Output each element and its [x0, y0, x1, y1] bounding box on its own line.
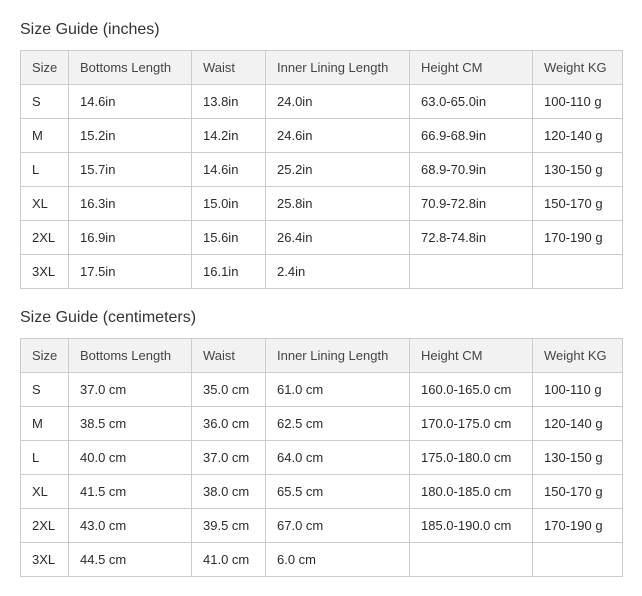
column-header: Weight KG — [533, 51, 623, 85]
table-cell: 6.0 cm — [266, 543, 410, 577]
table-cell: 43.0 cm — [69, 509, 192, 543]
table-cell: 17.5in — [69, 255, 192, 289]
table-cell: 120-140 g — [533, 119, 623, 153]
table-cell: 185.0-190.0 cm — [410, 509, 533, 543]
table-cell: 25.8in — [266, 187, 410, 221]
table-cell: 66.9-68.9in — [410, 119, 533, 153]
size-table-inches — [20, 50, 623, 289]
table-cell: 65.5 cm — [266, 475, 410, 509]
table-cell: 72.8-74.8in — [410, 221, 533, 255]
table-cell: 15.2in — [69, 119, 192, 153]
table-cell: 37.0 cm — [192, 441, 266, 475]
column-header: Weight KG — [533, 339, 623, 373]
table-cell: 41.0 cm — [192, 543, 266, 577]
table-cell: 16.9in — [69, 221, 192, 255]
table-cell: 24.0in — [266, 85, 410, 119]
table-cell: 100-110 g — [533, 85, 623, 119]
table-cell: 170-190 g — [533, 221, 623, 255]
table-cell: 63.0-65.0in — [410, 85, 533, 119]
table-cell — [410, 543, 533, 577]
size-cell: 3XL — [21, 543, 69, 577]
table-cell: 120-140 g — [533, 407, 623, 441]
column-header: Bottoms Length — [69, 51, 192, 85]
table-cell: 26.4in — [266, 221, 410, 255]
table-cell: 62.5 cm — [266, 407, 410, 441]
table-row — [21, 85, 623, 119]
size-cell: 3XL — [21, 255, 69, 289]
table-body — [21, 85, 623, 289]
table-cell — [533, 255, 623, 289]
table-cell — [410, 255, 533, 289]
table-row — [21, 153, 623, 187]
column-header: Bottoms Length — [69, 339, 192, 373]
size-cell: M — [21, 407, 69, 441]
table-cell: 175.0-180.0 cm — [410, 441, 533, 475]
size-guide-inches-title: Size Guide (inches) — [20, 21, 160, 38]
table-cell: 68.9-70.9in — [410, 153, 533, 187]
table-cell: 40.0 cm — [69, 441, 192, 475]
header-row — [21, 51, 623, 85]
table-cell: 39.5 cm — [192, 509, 266, 543]
table-row — [21, 221, 623, 255]
table-row — [21, 119, 623, 153]
table-row — [21, 543, 623, 577]
header-row — [21, 339, 623, 373]
size-cell: M — [21, 119, 69, 153]
size-cell: L — [21, 153, 69, 187]
table-cell: 150-170 g — [533, 187, 623, 221]
table-cell: 61.0 cm — [266, 373, 410, 407]
table-cell: 38.5 cm — [69, 407, 192, 441]
column-header: Size — [21, 339, 69, 373]
column-header: Inner Lining Length — [266, 51, 410, 85]
table-cell: 15.7in — [69, 153, 192, 187]
table-row — [21, 407, 623, 441]
table-row — [21, 187, 623, 221]
table-cell: 24.6in — [266, 119, 410, 153]
size-cell: L — [21, 441, 69, 475]
table-cell: 170.0-175.0 cm — [410, 407, 533, 441]
table-body — [21, 373, 623, 577]
table-cell: 15.0in — [192, 187, 266, 221]
table-cell: 14.6in — [69, 85, 192, 119]
table-cell: 64.0 cm — [266, 441, 410, 475]
table-cell: 37.0 cm — [69, 373, 192, 407]
table-cell: 16.1in — [192, 255, 266, 289]
table-row — [21, 373, 623, 407]
table-cell: 35.0 cm — [192, 373, 266, 407]
table-cell: 160.0-165.0 cm — [410, 373, 533, 407]
size-table-centimeters — [20, 338, 623, 577]
table-row — [21, 441, 623, 475]
table-cell: 13.8in — [192, 85, 266, 119]
table-cell: 180.0-185.0 cm — [410, 475, 533, 509]
column-header: Height CM — [410, 339, 533, 373]
size-guide-centimeters-title: Size Guide (centimeters) — [20, 309, 197, 326]
table-cell: 16.3in — [69, 187, 192, 221]
table-cell: 150-170 g — [533, 475, 623, 509]
table-cell: 67.0 cm — [266, 509, 410, 543]
table-cell: 14.6in — [192, 153, 266, 187]
table-cell: 130-150 g — [533, 441, 623, 475]
size-cell: S — [21, 373, 69, 407]
table-cell: 44.5 cm — [69, 543, 192, 577]
table-cell: 100-110 g — [533, 373, 623, 407]
size-cell: 2XL — [21, 221, 69, 255]
table-cell: 70.9-72.8in — [410, 187, 533, 221]
size-cell: 2XL — [21, 509, 69, 543]
table-row — [21, 475, 623, 509]
size-cell: XL — [21, 475, 69, 509]
column-header: Waist — [192, 51, 266, 85]
column-header: Inner Lining Length — [266, 339, 410, 373]
table-cell: 170-190 g — [533, 509, 623, 543]
table-cell: 2.4in — [266, 255, 410, 289]
table-cell — [533, 543, 623, 577]
column-header: Waist — [192, 339, 266, 373]
column-header: Height CM — [410, 51, 533, 85]
table-header — [21, 51, 623, 85]
table-cell: 15.6in — [192, 221, 266, 255]
table-cell: 130-150 g — [533, 153, 623, 187]
column-header: Size — [21, 51, 69, 85]
size-cell: XL — [21, 187, 69, 221]
table-row — [21, 509, 623, 543]
table-cell: 25.2in — [266, 153, 410, 187]
size-cell: S — [21, 85, 69, 119]
table-cell: 41.5 cm — [69, 475, 192, 509]
table-cell: 36.0 cm — [192, 407, 266, 441]
table-cell: 14.2in — [192, 119, 266, 153]
table-cell: 38.0 cm — [192, 475, 266, 509]
table-header — [21, 339, 623, 373]
table-row — [21, 255, 623, 289]
